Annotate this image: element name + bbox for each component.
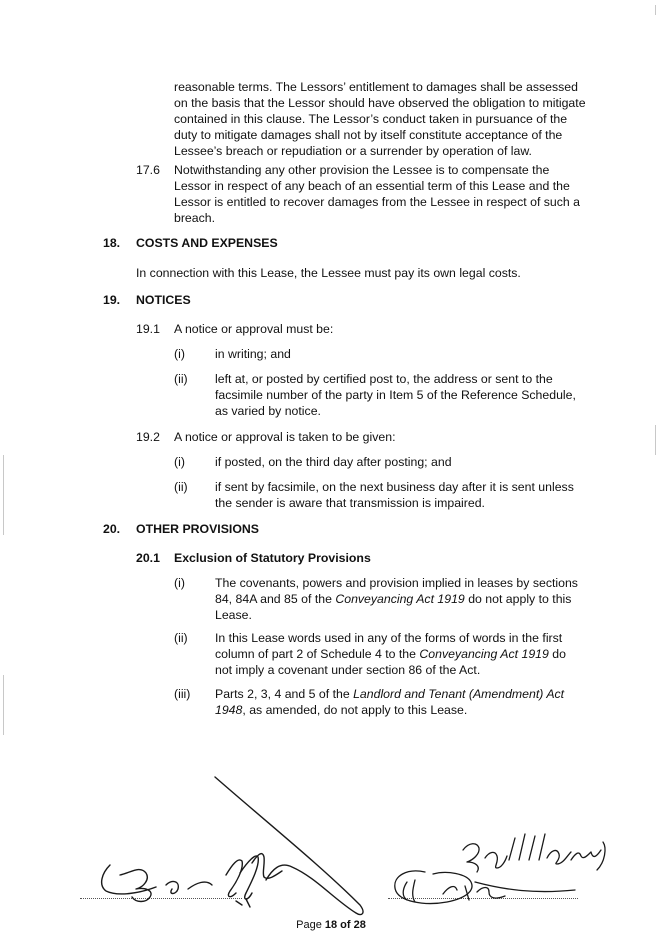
text-line: In this Lease words used in any of the forms of words in the first bbox=[215, 631, 563, 645]
section-number-20: 20. bbox=[103, 522, 121, 536]
text-line: Lessor in respect of any beach of an essential term of this Lease and the bbox=[174, 179, 570, 193]
text-line: Lease. bbox=[215, 608, 252, 622]
clause-19-1-text: A notice or approval must be: bbox=[174, 322, 334, 336]
scan-edge-line bbox=[3, 455, 4, 535]
item-label: (ii) bbox=[174, 480, 188, 494]
item-label: (i) bbox=[174, 576, 185, 590]
text-line: Notwithstanding any other provision the Lessee is to compensate the bbox=[174, 163, 550, 177]
item-text bbox=[215, 479, 595, 511]
text-line: breach. bbox=[174, 211, 216, 225]
text-line: not imply a covenant under section 86 of the Act. bbox=[215, 663, 481, 677]
text-line: on the basis that the Lessor should have observed the obligation to mitigate bbox=[174, 96, 586, 110]
clause-19-2-text: A notice or approval is taken to be given: bbox=[174, 430, 396, 444]
act-name: Conveyancing Act 1919 bbox=[335, 592, 465, 606]
text-line bbox=[215, 702, 595, 718]
section-number-19: 19. bbox=[103, 293, 121, 307]
text-run: do not apply to this bbox=[464, 592, 572, 606]
item-text bbox=[215, 686, 595, 718]
footer-prefix: Page bbox=[296, 919, 325, 931]
text-line: left at, or posted by certified post to, the address or sent to the bbox=[215, 372, 553, 386]
signature-right bbox=[385, 820, 615, 910]
text-line: contained in this clause. The Lessor’s conduct taken in pursuance of the bbox=[174, 112, 568, 126]
item-text bbox=[215, 575, 595, 623]
item-label: (ii) bbox=[174, 372, 188, 386]
scan-edge-line bbox=[3, 675, 4, 735]
clause-number-19-1: 19.1 bbox=[136, 322, 160, 336]
page-total: 28 bbox=[353, 919, 366, 931]
act-name: Conveyancing Act 1919 bbox=[419, 647, 549, 661]
section-title-18: COSTS AND EXPENSES bbox=[136, 236, 278, 250]
text-line: duty to mitigate damages shall not by itself constitute acceptance of the bbox=[174, 128, 563, 142]
page-footer bbox=[0, 917, 662, 933]
scan-edge-line bbox=[655, 425, 656, 455]
act-year: 1948 bbox=[215, 703, 243, 717]
act-name: Landlord and Tenant (Amendment) Act bbox=[353, 687, 565, 701]
subsection-number-20-1: 20.1 bbox=[136, 551, 160, 565]
scan-edge-line bbox=[655, 5, 656, 15]
text-run: do bbox=[548, 647, 566, 661]
text-line: Lessor is entitled to recover damages from the Lessee in respect of such a bbox=[174, 195, 581, 209]
text-line: the sender is aware that transmission is impaired. bbox=[215, 496, 485, 510]
text-line: Lessee’s breach or repudiation or a surrender by operation of law. bbox=[174, 144, 532, 158]
item-label: (iii) bbox=[174, 687, 191, 701]
section-title-20: OTHER PROVISIONS bbox=[136, 522, 259, 536]
signature-left bbox=[80, 765, 380, 935]
item-text bbox=[215, 371, 595, 419]
text-line bbox=[215, 591, 595, 607]
text-line: reasonable terms. The Lessors’ entitlement to damages shall be assessed bbox=[174, 80, 578, 94]
item-text bbox=[215, 454, 595, 470]
item-label: (i) bbox=[174, 347, 185, 361]
section-18-body: In connection with this Lease, the Lessee must pay its own legal costs. bbox=[136, 266, 521, 280]
text-line: if posted, on the third day after posting; and bbox=[215, 455, 452, 469]
text-line bbox=[215, 686, 595, 702]
section-title-19: NOTICES bbox=[136, 293, 191, 307]
text-line: The covenants, powers and provision implied in leases by sections bbox=[215, 576, 578, 590]
item-text bbox=[215, 630, 595, 678]
clause-17-6-text bbox=[174, 162, 594, 226]
page-number: 18 bbox=[324, 919, 338, 931]
text-line: facsimile number of the party in Item 5 of the Reference Schedule, bbox=[215, 388, 576, 402]
footer-of: of bbox=[337, 919, 354, 931]
text-line: as varied by notice. bbox=[215, 404, 321, 418]
text-run: Parts 2, 3, 4 and 5 of the bbox=[215, 687, 354, 701]
item-label: (i) bbox=[174, 455, 185, 469]
text-line: in writing; and bbox=[215, 347, 291, 361]
text-line: if sent by facsimile, on the next business day after it is sent unless bbox=[215, 480, 574, 494]
text-run: column of part 2 of Schedule 4 to the bbox=[215, 647, 420, 661]
text-line bbox=[215, 646, 595, 662]
continuation-paragraph bbox=[174, 79, 594, 159]
item-text bbox=[215, 346, 595, 362]
clause-number-19-2: 19.2 bbox=[136, 430, 160, 444]
clause-number-17-6: 17.6 bbox=[136, 163, 160, 177]
section-number-18: 18. bbox=[103, 236, 121, 250]
text-run: , as amended, do not apply to this Lease. bbox=[242, 703, 468, 717]
subsection-title-20-1: Exclusion of Statutory Provisions bbox=[174, 551, 371, 565]
text-run: 84, 84A and 85 of the bbox=[215, 592, 336, 606]
item-label: (ii) bbox=[174, 631, 188, 645]
